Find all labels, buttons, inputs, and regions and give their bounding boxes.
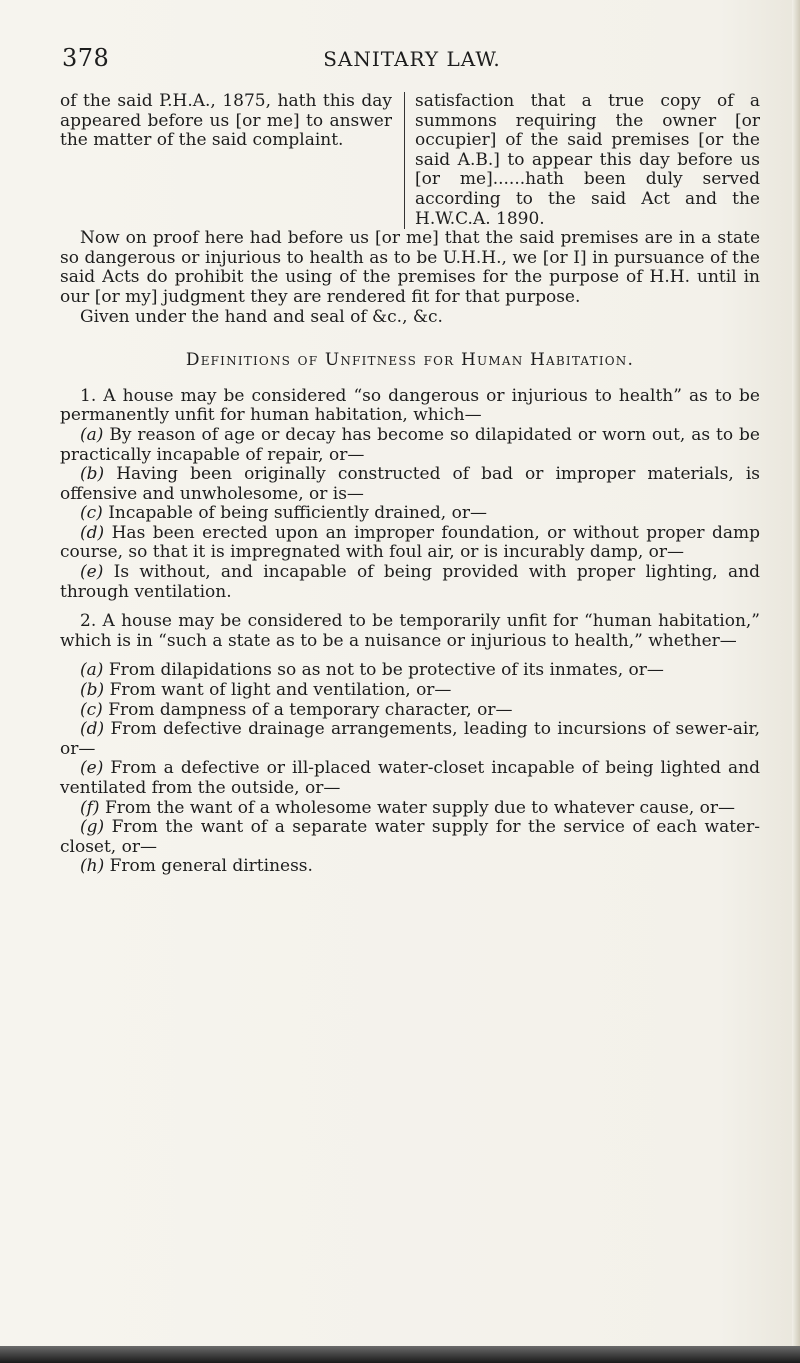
item-text: By reason of age or decay has become so dilapidated or worn out, as to be practically incapable of repair, or—	[60, 424, 760, 465]
item-mark: (d)	[80, 522, 105, 543]
item-mark: (a)	[80, 660, 104, 681]
section-heading: Definitions of Unfitness for Human Habitation.	[185, 350, 635, 371]
page-edge-shadow	[792, 0, 800, 1363]
item-text: From general dirtiness.	[109, 856, 313, 877]
definition-2-item	[60, 661, 760, 681]
item-text: Incapable of being sufficiently drained, or—	[108, 503, 487, 524]
item-text: From defective drainage arrangements, leading to incursions of sewer-air, or—	[60, 719, 760, 759]
definition-2-item	[60, 720, 760, 759]
item-mark: (b)	[80, 464, 105, 485]
definition-1-item	[60, 426, 760, 465]
definition-1-item	[60, 465, 760, 504]
definition-1-item	[60, 504, 760, 524]
definition-1-intro: 1. A house may be considered “so dangerous or injurious to health” as to be permanently unfit for human habitation, which—	[60, 385, 760, 426]
item-mark: (a)	[80, 424, 104, 445]
item-mark: (h)	[80, 856, 105, 877]
item-mark: (c)	[80, 699, 103, 720]
definition-2-intro: 2. A house may be considered to be temporarily unfit for “human habitation,” which is in “such a state as to be a nuisance or injurious to health,” whether—	[60, 611, 760, 651]
item-mark: (e)	[80, 562, 104, 583]
item-mark: (b)	[80, 680, 105, 701]
item-text: Has been erected upon an improper foundation, or without proper damp course, so that it is impregnated with foul air, or is incurably damp, or—	[60, 522, 760, 563]
running-title: SANITARY LAW.	[323, 47, 501, 71]
item-mark: (d)	[80, 719, 105, 740]
definition-2-item	[60, 818, 760, 857]
form-left-column: of the said P.H.A., 1875, hath this day appeared before us [or me] to answer the matter of the said complaint.	[60, 92, 405, 229]
definition-2-item	[60, 799, 760, 819]
definition-2-item	[60, 681, 760, 701]
definition-2-item	[60, 701, 760, 721]
item-mark: (g)	[80, 817, 105, 838]
definition-1-item	[60, 563, 760, 602]
item-text: Is without, and incapable of being provided with proper lighting, and through ventilation.	[60, 562, 760, 602]
scan-bottom-edge	[0, 1346, 800, 1363]
item-text: From the want of a wholesome water supply due to whatever cause, or—	[104, 797, 736, 818]
item-text: From a defective or ill-placed water-closet incapable of being lighted and ventilated from the outside, or—	[60, 758, 760, 798]
item-mark: (e)	[80, 758, 104, 779]
item-mark: (f)	[80, 797, 100, 818]
item-text: From dampness of a temporary character, or—	[108, 699, 513, 720]
definition-2-item	[60, 759, 760, 798]
form-right-column: satisfaction that a true copy of a summons requiring the owner [or occupier] of the said premises [or the said A.B.] to appear this day before us [or me]......hath been duly served according to the said Act and the H.W.C.A. 1890.	[415, 91, 760, 229]
item-text: From dilapidations so as not to be protective of its inmates, or—	[108, 660, 664, 681]
given-line: Given under the hand and seal of &c., &c.	[80, 306, 443, 327]
page-body	[60, 92, 760, 877]
page-number: 378	[62, 44, 110, 72]
item-text: Having been originally constructed of bad or improper materials, is offensive and unwholesome, or is—	[60, 464, 761, 504]
item-text: From the want of a separate water supply for the service of each water-closet, or—	[60, 817, 760, 857]
definition-2-item	[60, 857, 760, 877]
order-paragraph: Now on proof here had before us [or me] that the said premises are in a state so dangerous or injurious to health as to be U.H.H., we [or I] in pursuance of the said Acts do prohibit the using of the premises for the purpose of H.H. until in our [or my] judgment they are rendered fit for that purpose.	[60, 228, 760, 307]
item-text: From want of light and ventilation, or—	[109, 680, 452, 701]
page-header	[62, 44, 762, 78]
definition-1-item	[60, 524, 760, 563]
item-mark: (c)	[80, 503, 103, 524]
two-column-form	[60, 92, 760, 229]
